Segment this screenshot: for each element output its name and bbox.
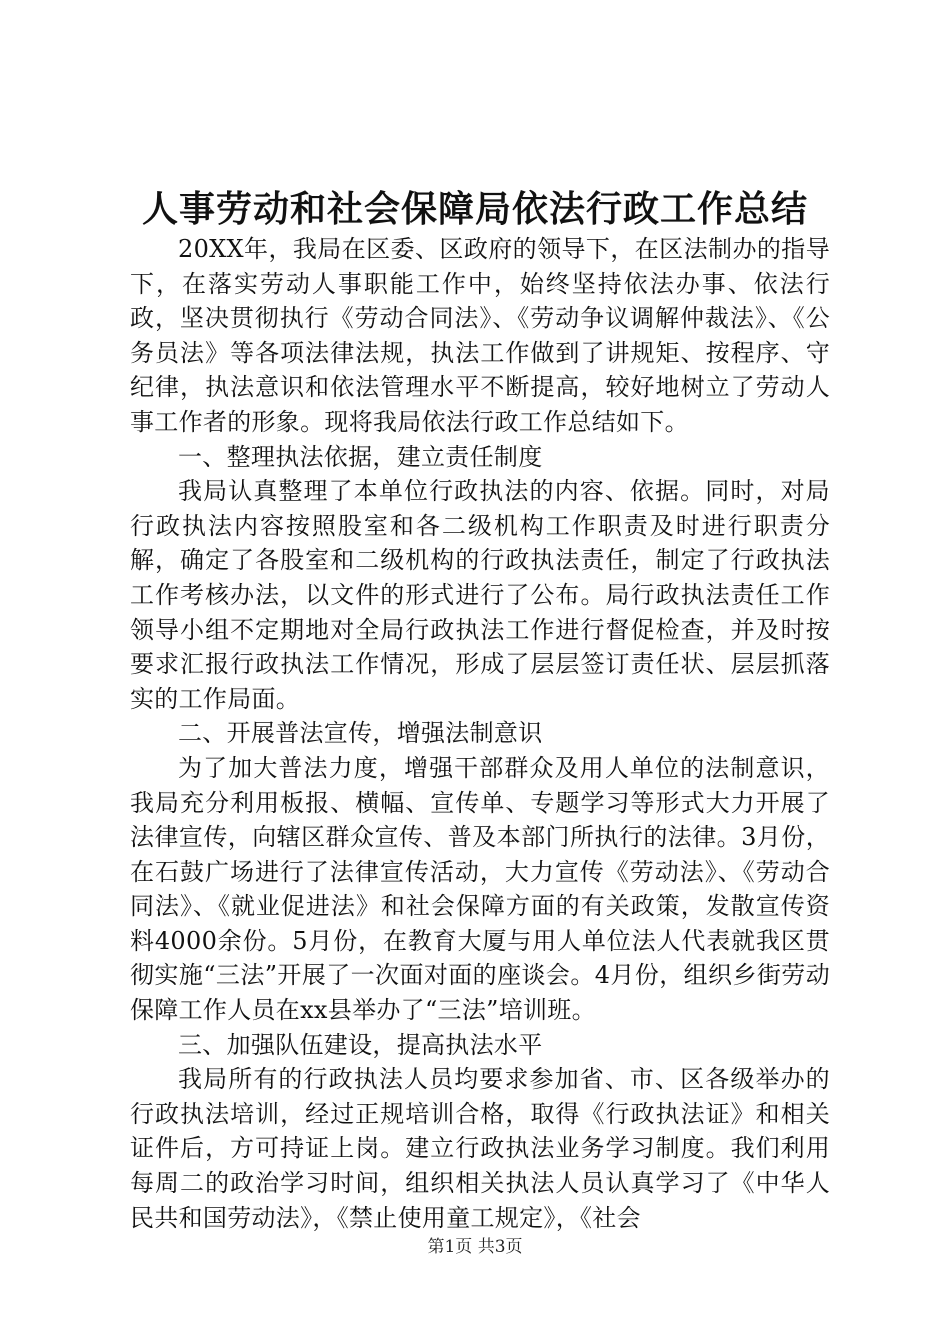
section-heading-2: 二、开展普法宣传，增强法制意识 [178,719,543,748]
section-paragraph-1: 我局认真整理了本单位行政执法的内容、依据。同时，对局行政执法内容按照股室和各二级机构工作职责及时进行职责分解，确定了各股室和二级机构的行政执法责任，制定了行政执法工作考核办法，以文件的形式进行了公布。局行政执法责任工作领导小组不定期地对全局行政执法工作进行督促检查，并及时按要求汇报行政执法工作情况，形成了层层签订责任状、层层抓落实的工作局面。 [130,477,830,713]
section-heading-3: 三、加强队伍建设，提高执法水平 [178,1030,543,1059]
section-heading-1: 一、整理执法依据，建立责任制度 [178,442,543,471]
document-body [130,232,830,1235]
intro-paragraph: 20XX年，我局在区委、区政府的领导下，在区法制办的指导下，在落实劳动人事职能工作中，始终坚持依法办事、依法行政，坚决贯彻执行《劳动合同法》、《劳动争议调解仲裁法》、《公务员法》等各项法律法规，执法工作做到了讲规矩、按程序、守纪律，执法意识和依法管理水平不断提高，较好地树立了劳动人事工作者的形象。现将我局依法行政工作总结如下。 [130,235,830,436]
document-title: 人事劳动和社会保障局依法行政工作总结 [141,188,808,230]
section-paragraph-2: 为了加大普法力度，增强干部群众及用人单位的法制意识，我局充分利用板报、横幅、宣传单、专题学习等形式大力开展了法律宣传，向辖区群众宣传、普及本部门所执行的法律。3月份，在石鼓广场进行了法律宣传活动，大力宣传《劳动法》、《劳动合同法》、《就业促进法》和社会保障方面的有关政策，发散宣传资料4000余份。5月份，在教育大厦与用人单位法人代表就我区贯彻实施“三法”开展了一次面对面的座谈会。4月份，组织乡街劳动保障工作人员在xx县举办了“三法”培训班。 [130,753,830,1025]
page-number-footer: 第1页 共3页 [427,1237,523,1257]
section-paragraph-3: 我局所有的行政执法人员均要求参加省、市、区各级举办的行政执法培训，经过正规培训合格，取得《行政执法证》和相关证件后，方可持证上岗。建立行政执法业务学习制度。我们利用每周二的政治学习时间，组织相关执法人员认真学习了《中华人民共和国劳动法》，《禁止使用童工规定》，《社会 [130,1065,830,1232]
